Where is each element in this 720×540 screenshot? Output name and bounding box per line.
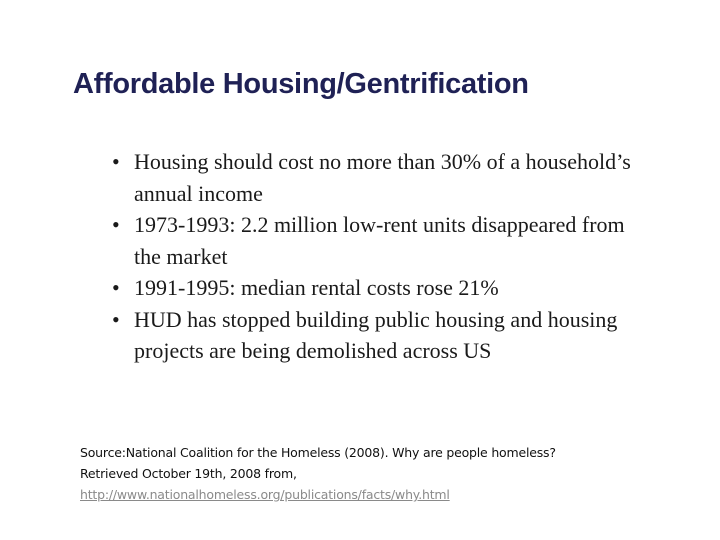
bullet-text: Housing should cost no more than 30% of a household’s annual income bbox=[134, 149, 631, 206]
source-line-1: Source:National Coalition for the Homeless (2008). Why are people homeless? bbox=[80, 445, 556, 460]
bullet-dot-icon: • bbox=[112, 149, 120, 174]
bullet-list bbox=[112, 146, 652, 367]
bullet-dot-icon: • bbox=[112, 212, 120, 237]
slide-title: Affordable Housing/Gentrification bbox=[73, 68, 529, 100]
bullet-text: 1973-1993: 2.2 million low-rent units disappeared from the market bbox=[134, 212, 625, 269]
bullet-item bbox=[112, 146, 652, 209]
bullet-text: 1991-1995: median rental costs rose 21% bbox=[134, 275, 499, 300]
bullet-item bbox=[112, 272, 652, 304]
bullet-dot-icon: • bbox=[112, 275, 120, 300]
bullet-text: HUD has stopped building public housing and housing projects are being demolished across US bbox=[134, 306, 618, 363]
source-line-2: Retrieved October 19th, 2008 from, bbox=[80, 466, 297, 481]
source-citation bbox=[80, 442, 690, 505]
bullet-item bbox=[112, 209, 652, 272]
bullet-item bbox=[112, 304, 652, 367]
bullet-dot-icon: • bbox=[112, 306, 120, 332]
source-link[interactable]: http://www.nationalhomeless.org/publications/facts/why.html bbox=[80, 487, 450, 502]
